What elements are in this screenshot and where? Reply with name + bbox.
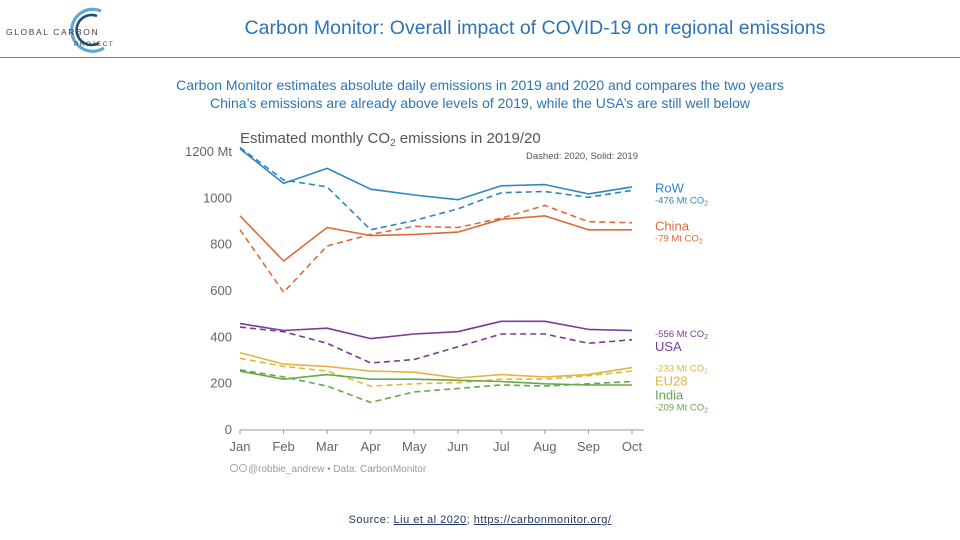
emissions-line-chart xyxy=(170,125,730,485)
by-icon xyxy=(239,464,246,471)
series-change-label: -209 Mt $CO_2$ xyxy=(655,402,709,415)
series-change-label: -476 Mt $CO_2$ xyxy=(655,195,709,208)
y-tick-label: 400 xyxy=(210,329,232,345)
series-line-china-2019 xyxy=(240,216,632,261)
logo-text-line1: GLOBAL CARBON xyxy=(6,27,100,37)
series-label-india xyxy=(655,387,708,414)
x-tick-label: Jun xyxy=(447,439,469,454)
chart-style-note: Dashed: 2020, Solid: 2019 xyxy=(526,151,638,162)
source-citation xyxy=(200,514,760,526)
y-tick-label: 800 xyxy=(210,236,232,252)
paper-link[interactable]: Liu et al 2020 xyxy=(393,514,467,526)
series-label-row xyxy=(655,181,708,208)
slide-title: Carbon Monitor: Overall impact of COVID-19 on regional emissions xyxy=(244,17,826,39)
x-tick-label: Mar xyxy=(315,439,339,454)
carbonmonitor-link[interactable]: https://carbonmonitor.org/ xyxy=(473,514,612,526)
chart-credit-text: @robbie_andrew • Data: CarbonMonitor xyxy=(248,464,427,475)
series-name-label: RoW xyxy=(655,180,684,196)
series-line-india-2019 xyxy=(240,371,632,385)
chart-credit xyxy=(230,464,426,475)
y-tick-label: 1200 Mt xyxy=(185,144,232,159)
series-line-eu28-2020 xyxy=(240,358,632,386)
slide-header xyxy=(0,0,960,58)
x-tick-label: Jan xyxy=(229,439,251,454)
y-axis xyxy=(185,144,232,437)
x-tick-label: Oct xyxy=(621,439,643,454)
slide-subtitle xyxy=(60,76,900,112)
header-divider xyxy=(0,57,960,58)
chart-title: Estimated monthly $CO_2$ emissions in 2019/20 xyxy=(240,130,541,149)
subtitle-line-2: China’s emissions are already above levels of 2019, while the USA’s are still well below xyxy=(209,95,751,111)
x-tick-label: Apr xyxy=(360,439,381,454)
series-label-usa xyxy=(655,329,708,354)
x-tick-label: Jul xyxy=(493,439,510,454)
y-tick-label: 0 xyxy=(224,422,232,437)
y-tick-label: 600 xyxy=(210,283,232,298)
series-change-label: -79 Mt $CO_2$ xyxy=(655,233,703,246)
logo-text-line2: PROJECT xyxy=(74,41,115,48)
series-label-eu28 xyxy=(655,363,708,388)
x-tick-label: Feb xyxy=(272,439,295,454)
x-axis xyxy=(230,430,644,454)
series-line-eu28-2019 xyxy=(240,353,632,378)
source-prefix: Source: xyxy=(348,514,394,526)
series-label-china xyxy=(655,218,703,245)
series-labels xyxy=(655,181,708,415)
series-line-usa-2019 xyxy=(240,321,632,338)
series-lines xyxy=(240,148,632,403)
x-tick-label: Aug xyxy=(533,439,557,454)
x-tick-label: May xyxy=(401,439,427,454)
series-name-label: India xyxy=(655,387,684,403)
subtitle-line-1: Carbon Monitor estimates absolute daily emissions in 2019 and 2020 and compares the two years xyxy=(176,77,784,93)
y-tick-label: 200 xyxy=(210,375,232,391)
y-tick-label: 1000 xyxy=(203,190,232,206)
cc-icon xyxy=(230,464,237,471)
series-name-label: China xyxy=(655,218,689,234)
x-tick-label: Sep xyxy=(576,439,601,454)
series-name-label: USA xyxy=(655,339,682,355)
series-change-label: -233 Mt $CO_2$ xyxy=(655,363,709,376)
series-change-label: -556 Mt $CO_2$ xyxy=(655,329,709,342)
global-carbon-project-logo xyxy=(4,4,134,54)
series-name-label: EU28 xyxy=(655,373,688,389)
source-separator: ; xyxy=(466,514,474,526)
